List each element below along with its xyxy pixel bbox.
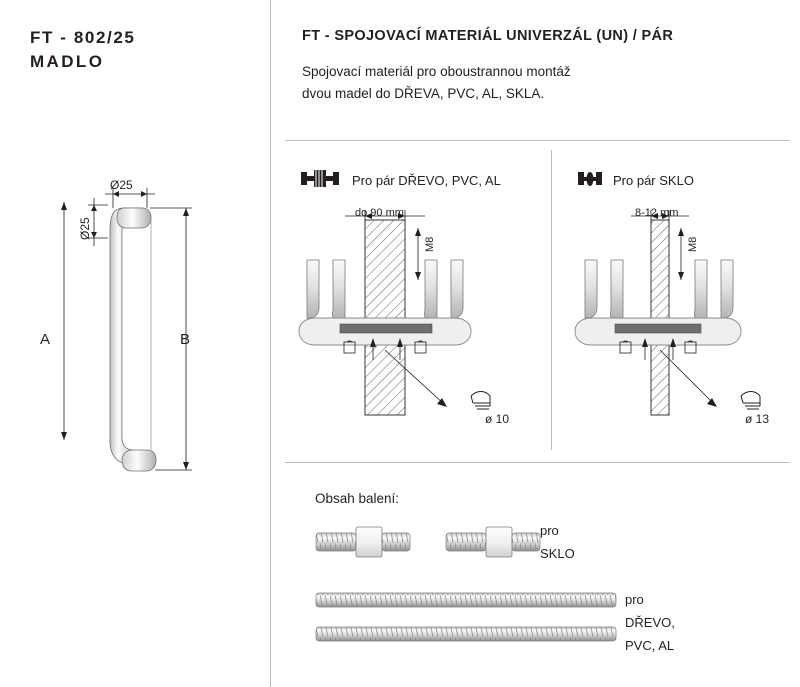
panel-glass-title: Pro pár SKLO: [613, 173, 694, 188]
panel-glass-thread: M8: [687, 236, 699, 252]
panel-wood-title: Pro pár DŘEVO, PVC, AL: [352, 173, 501, 188]
panel-glass-drill: ø 13: [745, 412, 770, 426]
product-code: FT - 802/25: [30, 28, 136, 47]
contents-glass-line1: pro: [540, 523, 559, 538]
label-diameter-top: Ø25: [110, 178, 133, 192]
divider-horizontal-top: [285, 140, 790, 141]
page-title: FT - SPOJOVACÍ MATERIÁL UNIVERZÁL (UN) / PÁR: [302, 28, 674, 44]
bolt-glass-icon: [577, 168, 603, 190]
panel-wood-drill: ø 10: [485, 412, 510, 426]
panel-wood-thickness: do 90 mm: [355, 207, 404, 219]
contents-wood-line3: PVC, AL: [625, 638, 675, 653]
contents-title: Obsah balení:: [315, 491, 400, 506]
handle-drawing: [0, 0, 270, 687]
divider-vertical-main: [270, 0, 271, 687]
contents-glass-line2: SKLO: [540, 546, 575, 561]
product-type: MADLO: [30, 52, 105, 71]
bolt-wood-icon: [300, 168, 340, 190]
header-line-2: dvou madel do DŘEVA, PVC, AL, SKLA.: [302, 86, 545, 101]
label-diameter-side: Ø25: [78, 217, 92, 240]
panel-glass-thickness: 8-12 mm: [635, 207, 679, 219]
label-dim-a: A: [40, 331, 51, 348]
divider-horizontal-bottom: [285, 462, 790, 463]
contents-wood-line2: DŘEVO,: [625, 615, 675, 630]
label-dim-b: B: [180, 331, 191, 348]
contents-wood-line1: pro: [625, 592, 644, 607]
panel-wood-thread: M8: [424, 236, 436, 252]
header-line-1: Spojovací materiál pro oboustrannou montáž: [302, 64, 571, 79]
